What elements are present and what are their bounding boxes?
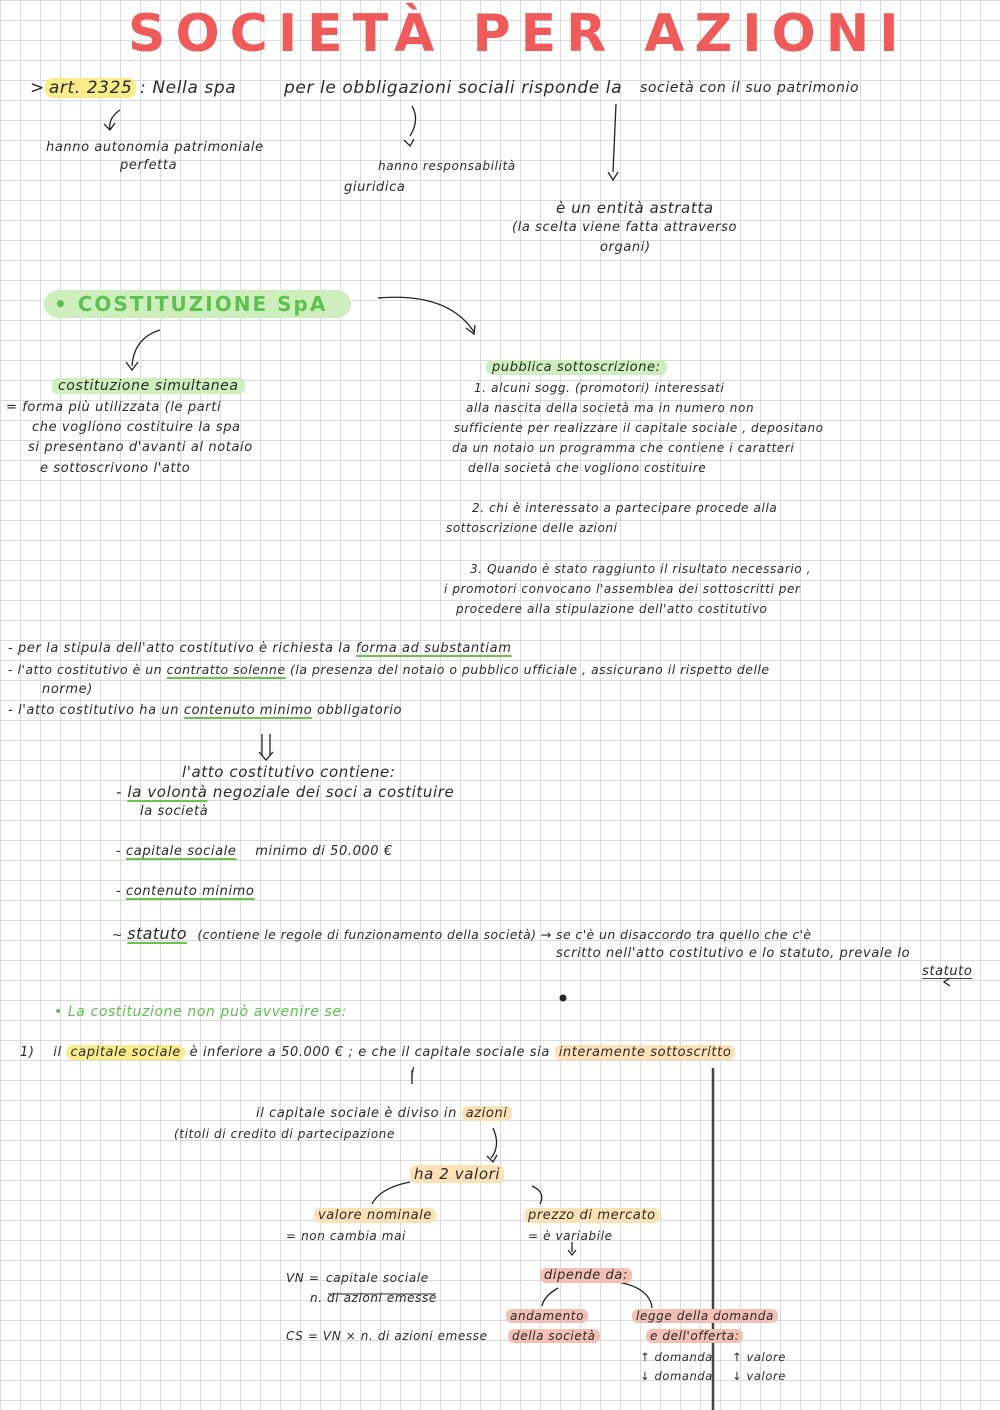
legge-line-1: legge della domanda (632, 1308, 778, 1324)
pubblica-line-8: 3. Quando è stato raggiunto il risultato necessario , (470, 562, 812, 576)
atto-contiene: l'atto costitutivo contiene: (182, 763, 396, 781)
prezzo-mercato-title: prezzo di mercato (524, 1208, 660, 1224)
capitale-diviso: il capitale sociale è diviso in azioni (256, 1106, 512, 1122)
contratto-solenne: contratto solenne (166, 662, 286, 677)
note-responsabilita-l1: hanno responsabilità (378, 159, 516, 173)
forma-ad-substantiam: forma ad substantiam (355, 641, 512, 656)
vn-formula-denominator: n. di azioni emesse (310, 1291, 437, 1305)
contiene-item-4-cont: scritto nell'atto costitutivo e lo statuto, prevale lo (556, 946, 911, 961)
simultanea-line-4: e sottoscrivono l'atto (40, 461, 191, 476)
valore-nominale-title: valore nominale (314, 1208, 436, 1224)
valore-up: ↑ valore (732, 1350, 786, 1364)
valore-nominale-desc: = non cambia mai (286, 1229, 406, 1243)
domanda-down: ↓ domanda (640, 1369, 713, 1383)
ha-due-valori: ha 2 valori (410, 1164, 504, 1184)
vn-formula-numerator: capitale sociale (326, 1271, 429, 1285)
condition-1: 1) il capitale sociale è inferiore a 50.000 € ; e che il capitale sociale sia interamente sottoscritto (20, 1045, 735, 1061)
pubblica-line-3: sufficiente per realizzare il capitale sociale , depositano (454, 421, 824, 435)
contiene-item-1-cont: la società (140, 804, 209, 819)
atto-bullet-2-cont: norme) (42, 682, 93, 697)
pubblica-line-9: i promotori convocano l'assemblea dei sottoscritti per (444, 582, 801, 596)
prezzo-mercato-desc: = è variabile (528, 1229, 613, 1243)
page-title: SOCIETÀ PER AZIONI (128, 4, 909, 64)
intro-sentence-end: società con il suo patrimonio (640, 80, 860, 96)
domanda-up: ↑ domanda (640, 1350, 713, 1364)
simultanea-line-2: che vogliono costituire la spa (32, 420, 241, 435)
pubblica-line-1: 1. alcuni sogg. (promotori) interessati (474, 381, 725, 395)
contiene-item-1: - la volontà negoziale dei soci a costituire (116, 783, 455, 801)
contiene-item-2: - capitale sociale minimo di 50.000 € (116, 844, 393, 859)
pubblica-title: pubblica sottoscrizione: (486, 360, 667, 376)
simultanea-line-1: = forma più utilizzata (le parti (6, 400, 222, 415)
note-entita-l1: è un entità astratta (556, 199, 714, 217)
atto-bullet-1: - per la stipula dell'atto costitutivo è richiesta la forma ad substantiam (8, 641, 512, 656)
pubblica-line-6: 2. chi è interessato a partecipare procede alla (472, 501, 778, 515)
note-entita-l3: organi) (600, 240, 651, 255)
andamento-line-2: della società (508, 1328, 600, 1344)
pubblica-line-2: alla nascita della società ma in numero non (466, 401, 755, 415)
capitale-titoli: (titoli di credito di partecipazione (174, 1127, 395, 1141)
atto-bullet-3: - l'atto costitutivo ha un contenuto minimo obbligatorio (8, 703, 403, 718)
pubblica-line-4: da un notaio un programma che contiene i caratteri (452, 441, 795, 455)
article-number: art. 2325 (45, 78, 137, 98)
article-ref: > art. 2325 (30, 78, 136, 98)
intro-sentence-mid: per le obbligazioni sociali risponde la (284, 78, 623, 98)
pubblica-line-5: della società che vogliono costituire (468, 461, 707, 475)
note-autonomia-l1: hanno autonomia patrimoniale (46, 140, 264, 155)
atto-bullet-2: - l'atto costitutivo è un contratto solenne (la presenza del notaio o pubblico ufficiale , assicurano il rispetto delle (8, 662, 770, 677)
note-responsabilita-l2: giuridica (344, 180, 406, 195)
pubblica-line-7: sottoscrizione delle azioni (446, 521, 618, 535)
section-heading-costituzione: • COSTITUZIONE SpA (44, 290, 351, 318)
vn-formula-lhs: VN = (286, 1271, 320, 1285)
andamento-line-1: andamento (506, 1308, 588, 1324)
contiene-item-4-last: statuto (922, 964, 973, 979)
contiene-item-4: ~ statuto (contiene le regole di funzionamento della società) → se c'è un disaccordo tra quello che c'è (112, 924, 812, 943)
contiene-item-3: - contenuto minimo (116, 884, 255, 899)
exclamation-mark: ! (410, 1066, 416, 1081)
intro-sentence-start: : Nella spa (140, 78, 237, 98)
note-entita-l2: (la scelta viene fatta attraverso (512, 220, 738, 235)
section-heading-non-avvenire: • La costituzione non può avvenire se: (54, 1004, 347, 1020)
legge-line-2: e dell'offerta: (646, 1328, 743, 1344)
simultanea-line-3: si presentano d'avanti al notaio (28, 440, 253, 455)
simultanea-title: costituzione simultanea (52, 378, 245, 394)
contenuto-minimo: contenuto minimo (183, 703, 313, 718)
dipende-da: dipende da: (540, 1268, 632, 1284)
note-autonomia-l2: perfetta (120, 158, 178, 173)
cs-formula: CS = VN × n. di azioni emesse (286, 1329, 488, 1343)
valore-down: ↓ valore (732, 1369, 786, 1383)
pubblica-line-10: procedere alla stipulazione dell'atto costitutivo (456, 602, 768, 616)
